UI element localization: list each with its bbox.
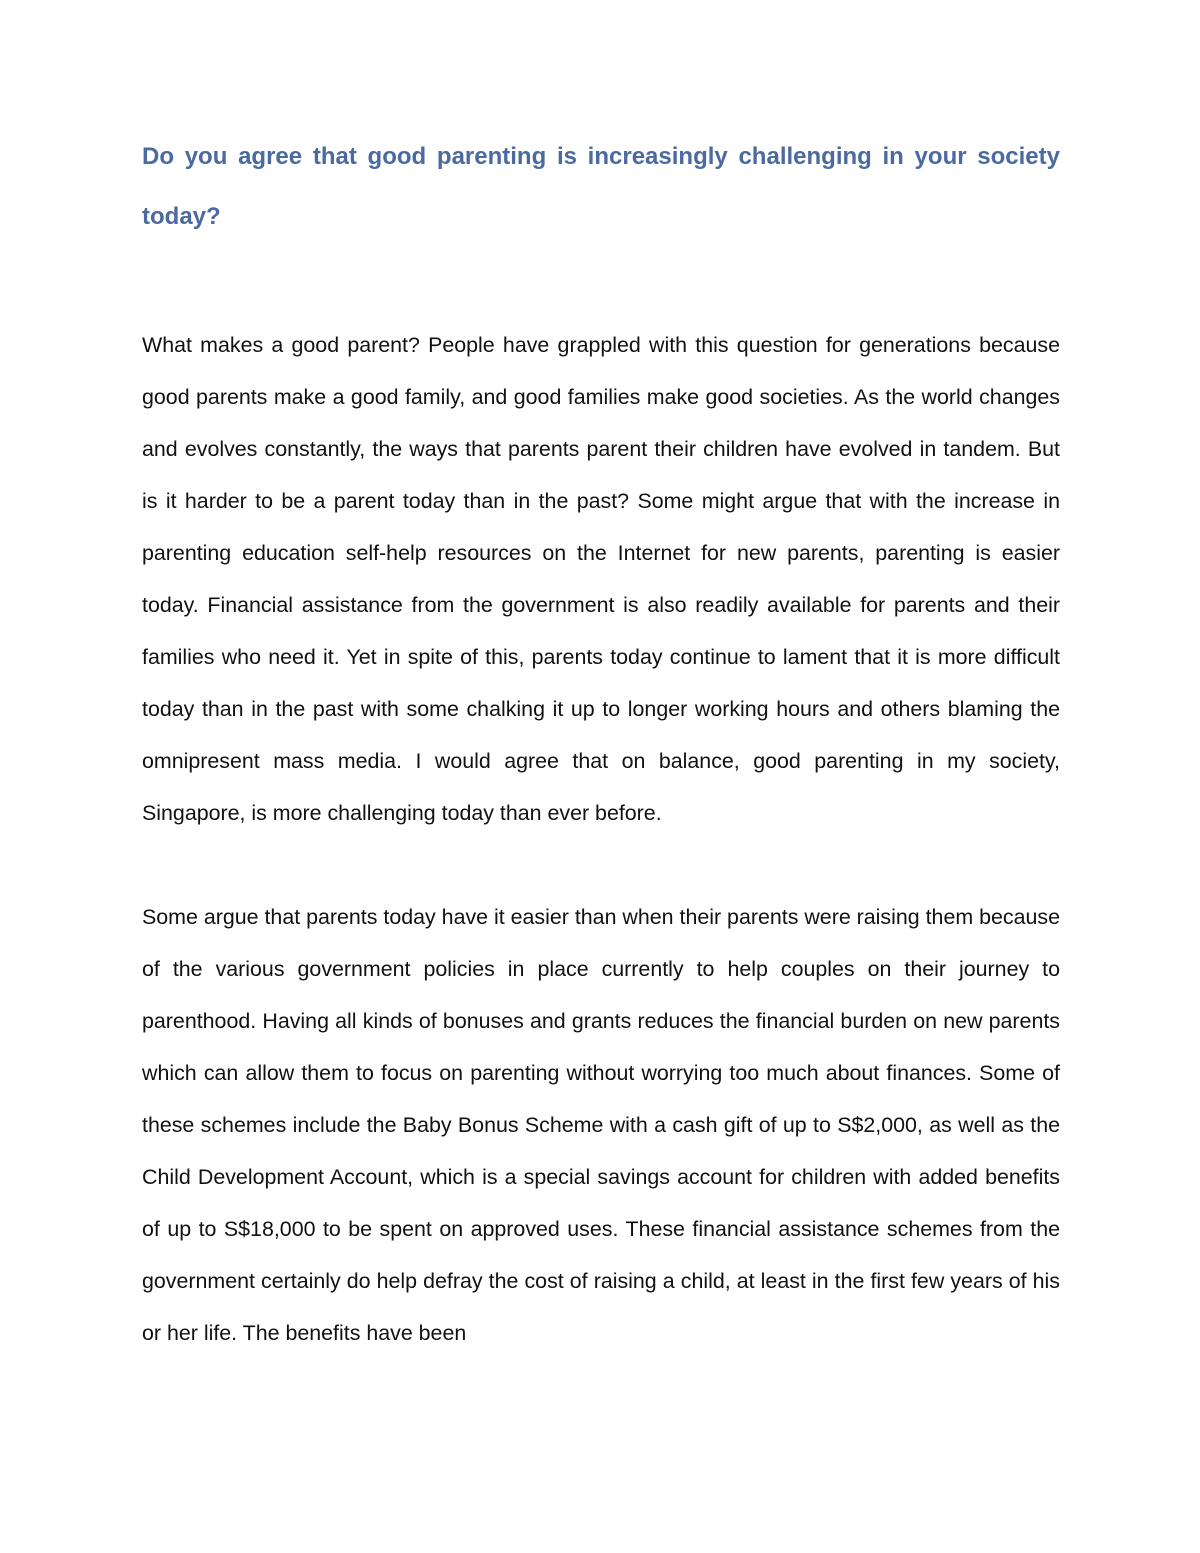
essay-title: Do you agree that good parenting is increasingly challenging in your society today?	[142, 143, 1060, 230]
paragraph-introduction: What makes a good parent? People have grappled with this question for generations because good parents make a good family, and good families make good societies. As the world changes and evolves constantly, the ways that parents parent their children have evolved in tandem. But is it harder to be a parent today than in the past? Some might argue that with the increase in parenting education self-help resources on the Internet for new parents, parenting is easier today. Financial assistance from the government is also readily available for parents and their families who need it. Yet in spite of this, parents today continue to lament that it is more difficult today than in the past with some chalking it up to longer working hours and others blaming the omnipresent mass media. I would agree that on balance, good parenting in my society, Singapore, is more challenging today than ever before.	[142, 333, 1060, 825]
document-body	[142, 127, 1060, 1359]
paragraph-counterargument: Some argue that parents today have it easier than when their parents were raising them because of the various government policies in place currently to help couples on their journey to parenthood. Having all kinds of bonuses and grants reduces the financial burden on new parents which can allow them to focus on parenting without worrying too much about finances. Some of these schemes include the Baby Bonus Scheme with a cash gift of up to S$2,000, as well as the Child Development Account, which is a special savings account for children with added benefits of up to S$18,000 to be spent on approved uses. These financial assistance schemes from the government certainly do help defray the cost of raising a child, at least in the first few years of his or her life. The benefits have been	[142, 905, 1060, 1345]
